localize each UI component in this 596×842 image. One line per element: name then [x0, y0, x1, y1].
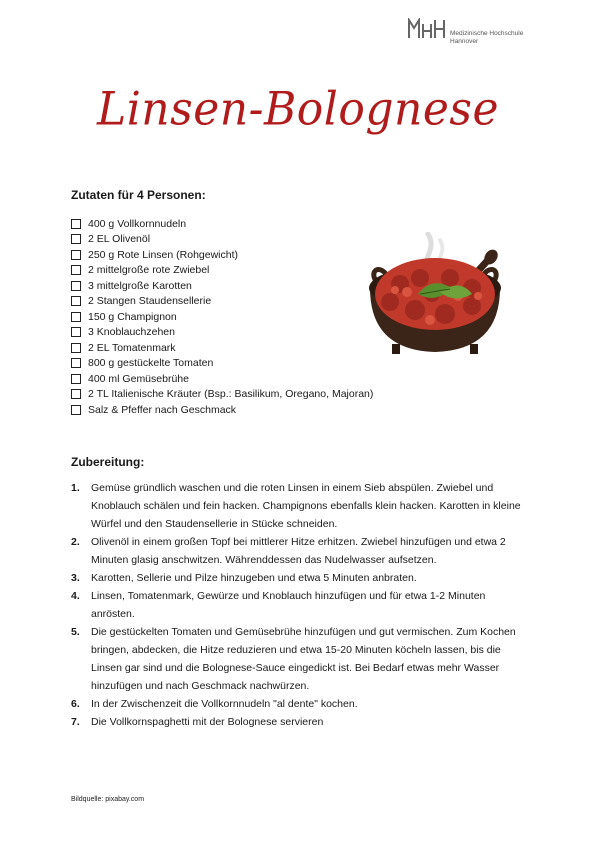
step-number: 4.	[71, 590, 80, 602]
preparation-steps	[71, 479, 526, 731]
step-text: Olivenöl in einem großen Topf bei mittlerer Hitze erhitzen. Zwiebel hinzufügen und etwa 2 Minuten glasig anschwitzen. Währenddessen das Nudelwasser aufsetzen.	[91, 536, 506, 566]
ingredient-item	[71, 216, 373, 232]
ingredient-item	[71, 294, 373, 310]
ingredient-text: 250 g Rote Linsen (Rohgewicht)	[88, 248, 239, 261]
ingredient-text: 3 Knoblauchzehen	[88, 326, 175, 339]
ingredient-item	[71, 356, 373, 372]
checkbox-icon[interactable]	[71, 281, 81, 291]
step-number: 3.	[71, 572, 80, 584]
ingredient-item	[71, 263, 373, 279]
checkbox-icon[interactable]	[71, 234, 81, 244]
preparation-step	[71, 695, 526, 713]
preparation-step	[71, 533, 526, 569]
ingredients-list	[71, 216, 373, 418]
ingredient-item	[71, 309, 373, 325]
ingredient-item	[71, 247, 373, 263]
checkbox-icon[interactable]	[71, 296, 81, 306]
ingredient-item	[71, 371, 373, 387]
checkbox-icon[interactable]	[71, 358, 81, 368]
checkbox-icon[interactable]	[71, 327, 81, 337]
ingredient-text: 150 g Champignon	[88, 310, 177, 323]
ingredient-text: 2 EL Olivenöl	[88, 233, 151, 246]
preparation-step	[71, 569, 526, 587]
checkbox-icon[interactable]	[71, 405, 81, 415]
step-text: Linsen, Tomatenmark, Gewürze und Knoblauch hinzufügen und für etwa 1-2 Minuten anrösten.	[91, 590, 486, 620]
bolognese-pot-illustration	[360, 232, 510, 362]
ingredient-text: 2 TL Italienische Kräuter (Bsp.: Basilikum, Oregano, Majoran)	[88, 388, 374, 401]
mhh-logo	[407, 18, 540, 46]
step-number: 5.	[71, 626, 80, 638]
step-text: In der Zwischenzeit die Vollkornnudeln "al dente" kochen.	[91, 698, 358, 710]
ingredient-text: 400 ml Gemüsebrühe	[88, 372, 189, 385]
ingredient-text: 2 EL Tomatenmark	[88, 341, 176, 354]
ingredient-text: 3 mittelgroße Karotten	[88, 279, 192, 292]
step-text: Die gestückelten Tomaten und Gemüsebrühe hinzufügen und gut vermischen. Zum Kochen bringen, abdecken, die Hitze reduzieren und etwa 15-20 Minuten köcheln lassen, bis die Linsen gar sind und die Bolognese-Sauce eingedickt ist. Bei Bedarf etwas mehr Wasser hinzufügen und nach Geschmack nachwürzen.	[91, 626, 516, 692]
ingredient-text: 400 g Vollkornnudeln	[88, 217, 187, 230]
ingredient-item	[71, 340, 373, 356]
checkbox-icon[interactable]	[71, 219, 81, 229]
ingredient-text: 800 g gestückelte Tomaten	[88, 357, 214, 370]
step-number: 7.	[71, 716, 80, 728]
ingredient-text: Salz & Pfeffer nach Geschmack	[88, 403, 237, 416]
ingredient-text: 2 mittelgroße rote Zwiebel	[88, 264, 210, 277]
checkbox-icon[interactable]	[71, 312, 81, 322]
checkbox-icon[interactable]	[71, 389, 81, 399]
ingredient-item	[71, 387, 373, 403]
preparation-step	[71, 479, 526, 533]
ingredient-text: 2 Stangen Staudensellerie	[88, 295, 212, 308]
checkbox-icon[interactable]	[71, 250, 81, 260]
preparation-step	[71, 587, 526, 623]
mhh-logo-mark-icon	[407, 18, 447, 40]
step-number: 1.	[71, 482, 80, 494]
step-number: 2.	[71, 536, 80, 548]
preparation-step	[71, 713, 526, 731]
checkbox-icon[interactable]	[71, 265, 81, 275]
ingredient-item	[71, 325, 373, 341]
preparation-heading: Zubereitung:	[71, 455, 145, 469]
ingredient-item	[71, 402, 373, 418]
checkbox-icon[interactable]	[71, 374, 81, 384]
checkbox-icon[interactable]	[71, 343, 81, 353]
ingredient-item	[71, 232, 373, 248]
step-text: Die Vollkornspaghetti mit der Bolognese servieren	[91, 716, 324, 728]
step-text: Gemüse gründlich waschen und die roten Linsen in einem Sieb abspülen. Zwiebel und Knoblauch schälen und fein hacken. Champignons ebenfalls klein hacken. Karotten in kleine Würfel und den Staudensellerie in Stücke schneiden.	[91, 482, 521, 530]
image-credit: Bildquelle: pixabay.com	[71, 796, 145, 803]
step-text: Karotten, Sellerie und Pilze hinzugeben und etwa 5 Minuten anbraten.	[91, 572, 417, 584]
preparation-step	[71, 623, 526, 695]
step-number: 6.	[71, 698, 80, 710]
logo-line-1: Medizinische Hochschule	[450, 30, 524, 37]
ingredients-heading: Zutaten für 4 Personen:	[71, 188, 206, 202]
ingredient-item	[71, 278, 373, 294]
recipe-title: Linsen-Bolognese	[96, 82, 499, 137]
logo-text	[450, 30, 540, 46]
logo-line-2: Hannover	[450, 38, 479, 45]
